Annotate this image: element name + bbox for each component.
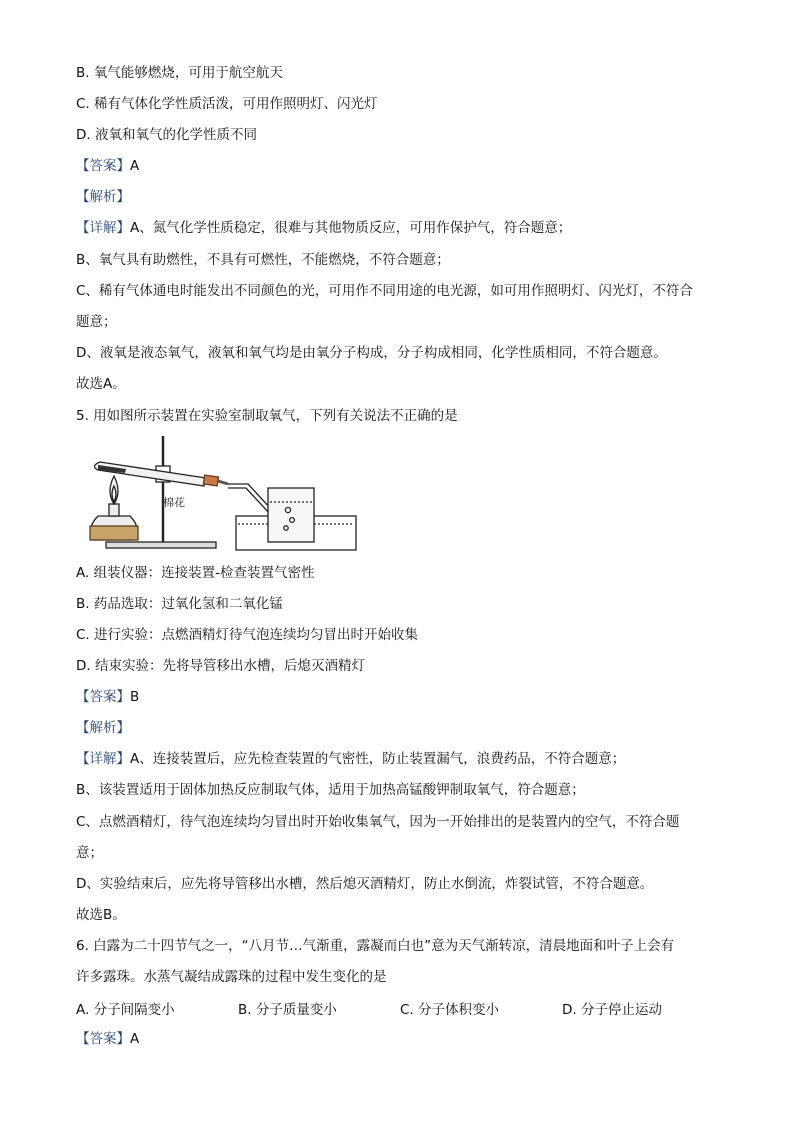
answer-value: B [130,689,140,705]
q5-conclusion: 故选B。 [76,907,126,923]
q5-detail-a [76,749,625,769]
q4-detail-c1: C、稀有气体通电时能发出不同颜色的光，可用作不同用途的电光源，如可用作照明灯、闪光灯，不符合 [76,283,693,299]
q4-option-d: D. 液氧和氧气的化学性质不同 [76,127,257,143]
answer-value: A [130,1031,140,1047]
q5-option-c: C. 进行实验：点燃酒精灯待气泡连续均匀冒出时开始收集 [76,627,419,643]
q6-option-a: A. 分子间隔变小 [76,1002,175,1018]
answer-tag: 【答案】 [76,689,130,705]
figure-label-cotton: 棉花 [163,496,185,509]
stand-base [106,542,216,548]
q6-option-d: D. 分子停止运动 [562,1002,662,1018]
detail-text: A、氮气化学性质稳定，很难与其他物质反应，可用作保护气，符合题意； [130,220,572,236]
q5-option-b: B. 药品选取：过氧化氢和二氧化锰 [76,596,283,612]
q4-detail-b: B、氧气具有助燃性，不具有可燃性，不能燃烧，不符合题意； [76,252,450,268]
q4-detail-a [76,218,571,238]
answer-tag: 【答案】 [76,158,130,174]
stopper [203,475,218,486]
q5-analysis-tag: 【解析】 [76,720,130,736]
detail-text: A、连接装置后，应先检查装置的气密性，防止装置漏气，浪费药品，不符合题意； [130,751,626,767]
q5-option-a: A. 组装仪器：连接装置-检查装置气密性 [76,565,315,581]
q4-conclusion: 故选A。 [76,376,126,392]
q5-answer [76,687,139,707]
q4-option-b: B. 氧气能够燃烧，可用于航空航天 [76,65,283,81]
q4-analysis-tag: 【解析】 [76,189,130,205]
connector [218,481,228,484]
q5-detail-c1: C、点燃酒精灯，待气泡连续均匀冒出时开始收集氧气，因为一开始排出的是装置内的空气，不符合题 [76,814,680,830]
q6-stem-line2: 许多露珠。水蒸气凝结成露珠的过程中发生变化的是 [76,969,387,985]
q6-answer [76,1029,139,1049]
q5-option-d: D. 结束实验：先将导管移出水槽，后熄灭酒精灯 [76,658,365,674]
lamp-flame [110,476,118,504]
oxygen-apparatus-figure [76,432,522,552]
lamp-stand [90,526,138,540]
q5-detail-d: D、实验结束后，应先将导管移出水槽，然后熄灭酒精灯，防止水倒流，炸裂试管，不符合题意。 [76,876,654,892]
q6-options [76,998,736,1018]
q6-stem-line1: 6. 白露为二十四节气之一，“八月节…气渐重，露凝而白也”意为天气渐转凉，清晨地面和叶子上会有 [76,938,675,954]
q5-detail-c2: 意； [76,845,103,861]
q4-answer [76,156,139,176]
q4-detail-d: D、液氧是液态氧气，液氧和氧气均是由氧分子构成，分子构成相同，化学性质相同，不符合题意。 [76,345,667,361]
answer-tag: 【答案】 [76,1031,130,1047]
q4-detail-c2: 题意； [76,314,117,330]
detail-tag: 【详解】 [76,751,130,767]
detail-tag: 【详解】 [76,220,130,236]
q5-detail-b: B、该装置适用于固体加热反应制取气体，适用于加热高锰酸钾制取氧气，符合题意； [76,782,585,798]
answer-value: A [130,158,140,174]
q6-option-b: B. 分子质量变小 [238,1002,337,1018]
q5-stem: 5. 用如图所示装置在实验室制取氧气，下列有关说法不正确的是 [76,408,458,424]
lamp-neck [109,504,119,516]
q4-option-c: C. 稀有气体化学性质活泼，可用作照明灯、闪光灯 [76,96,378,112]
collection-bottle [268,488,314,542]
q6-option-c: C. 分子体积变小 [400,1002,500,1018]
